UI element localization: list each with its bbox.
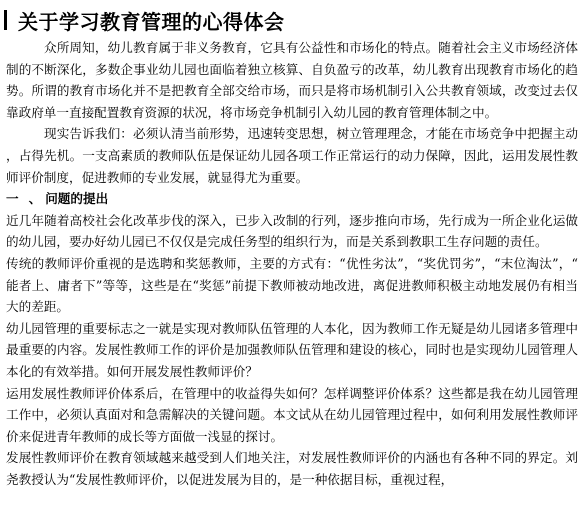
section-heading <box>6 188 578 210</box>
paragraph-reality: 现实告诉我们：必须认清当前形势，迅速转变思想，树立管理理念，才能在市场竞争中把握主动，占得先机。一支高素质的教师队伍是保证幼儿园各项工作正常运行的动力保障，因此，运用发展性教师评价制度，促进教师的专业发展，就显得尤为重要。 <box>6 126 578 185</box>
paragraph-traditional-evaluation: 传统的教师评价重视的是选聘和奖惩教师，主要的方式有：“优性劣汰”，“奖优罚劣”，“末位淘汰”，“能者上、庸者下”等等，这些是在“奖惩”前提下教师被动地改进，离促进教师积极主动地发展仍有相当大的差距。 <box>6 255 578 315</box>
paragraph-management-marker: 幼儿园管理的重要标志之一就是实现对教师队伍管理的人本化，因为教师工作无疑是幼儿园诸多管理中最重要的内容。发展性教师工作的评价是加强教师队伍管理和建设的核心，同时也是实现幼儿园管理人本化的有效举措。如何开展发展性教师评价？ <box>6 320 578 379</box>
paragraph-key-questions: 运用发展性教师评价体系后，在管理中的收益得失如何？怎样调整评价体系？这些都是我在幼儿园管理工作中，必须认真面对和急需解决的关键问题。本文试从在幼儿园管理过程中，如何利用发展性教师评价来促进青年教师的成长等方面做一浅显的探讨。 <box>6 385 578 444</box>
document-body <box>6 37 578 490</box>
paragraph-intro: 众所周知，幼儿教育属于非义务教育，它具有公益性和市场化的特点。随着社会主义市场经济体制的不断深化，多数企事业幼儿园也面临着独立核算、自负盈亏的改革，幼儿教育出现教育市场化的趋势。所谓的教育市场化并不是把教育全部交给市场，而只是将市场机制引入公共教育领域，改变过去仅靠政府单一直接配置教育资源的状况，将市场竞争机制引入幼儿园的教育管理体制之中。 <box>6 40 578 120</box>
title-row <box>4 7 285 33</box>
section-number: 一 <box>6 191 19 207</box>
section-separator: 、 <box>28 191 42 207</box>
paragraph-background: 近几年随着高校社会化改革步伐的深入，已步入改制的行列，逐步推向市场，先行成为一所企业化运做的幼儿园，要办好幼儿园已不仅仅是完成任务型的组织行为，而是关系到教职工生存问题的责任。 <box>6 212 578 250</box>
paragraph-definition: 发展性教师评价在教育领域越来越受到人们地关注，对发展性教师评价的内涵也有各种不同的界定。刘尧教授认为“发展性教师评价，以促进发展为目的，是一种依据目标，重视过程， <box>6 450 578 487</box>
title-marker-bar <box>4 10 7 30</box>
document-title: 关于学习教育管理的心得体会 <box>18 9 285 34</box>
section-title: 问题的提出 <box>45 191 109 207</box>
